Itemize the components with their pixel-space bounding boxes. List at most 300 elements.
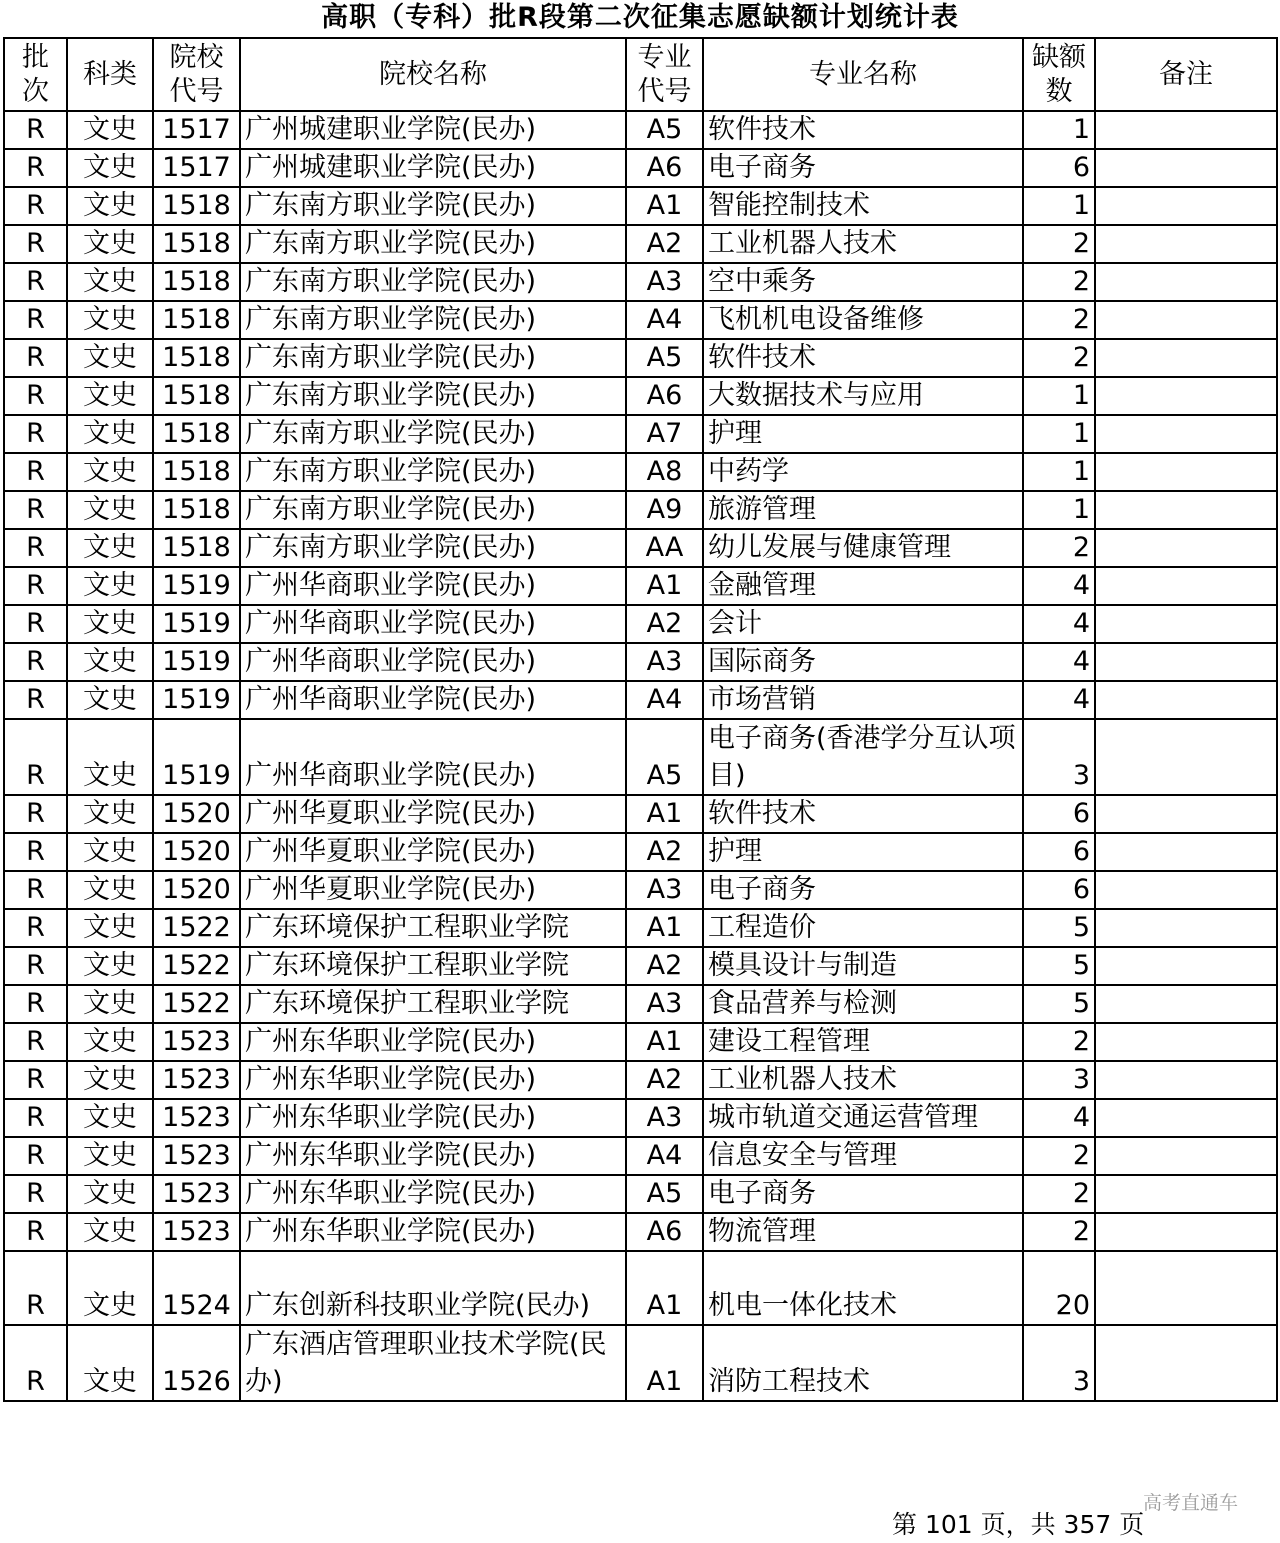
cell-school-code: 1520 [153,871,240,909]
cell-remarks [1095,225,1277,263]
cell-school-name: 广东南方职业学院(民办) [240,377,626,415]
cell-vacancy: 4 [1023,1099,1095,1137]
cell-batch: R [4,1325,67,1401]
header-school-name-text: 院校名称 [379,58,487,90]
cell-major-name: 金融管理 [703,567,1023,605]
cell-school-code: 1518 [153,339,240,377]
cell-major-name: 旅游管理 [703,491,1023,529]
cell-major-name: 中药学 [703,453,1023,491]
cell-major-code: A3 [626,985,703,1023]
table-row [4,1251,1277,1325]
cell-vacancy: 5 [1023,909,1095,947]
cell-batch: R [4,833,67,871]
cell-school-code: 1523 [153,1099,240,1137]
cell-vacancy: 4 [1023,681,1095,719]
table-row [4,339,1277,377]
cell-school-name: 广东南方职业学院(民办) [240,301,626,339]
cell-batch: R [4,1099,67,1137]
table-row [4,833,1277,871]
header-category [67,38,153,111]
cell-remarks [1095,149,1277,187]
header-school-name [240,38,626,111]
cell-category: 文史 [67,985,153,1023]
cell-category: 文史 [67,681,153,719]
cell-vacancy: 6 [1023,149,1095,187]
cell-school-name: 广东创新科技职业学院(民办) [240,1251,626,1325]
cell-major-name: 会计 [703,605,1023,643]
cell-school-name: 广州华夏职业学院(民办) [240,795,626,833]
cell-school-name: 广州华夏职业学院(民办) [240,871,626,909]
cell-school-code: 1519 [153,719,240,795]
cell-remarks [1095,833,1277,871]
cell-major-code: A7 [626,415,703,453]
cell-major-name: 电子商务(香港学分互认项目) [703,719,1023,795]
header-batch [4,38,67,111]
cell-category: 文史 [67,567,153,605]
cell-major-code: A1 [626,567,703,605]
cell-vacancy: 4 [1023,643,1095,681]
table-row [4,491,1277,529]
cell-category: 文史 [67,225,153,263]
table-header-row [4,38,1277,111]
cell-batch: R [4,1137,67,1175]
cell-remarks [1095,111,1277,149]
cell-remarks [1095,187,1277,225]
cell-school-code: 1524 [153,1251,240,1325]
cell-major-name: 建设工程管理 [703,1023,1023,1061]
cell-vacancy: 1 [1023,377,1095,415]
cell-school-name: 广东环境保护工程职业学院 [240,985,626,1023]
page-footer: 第 101 页，共 357 页 [892,1510,1145,1539]
cell-school-name: 广东南方职业学院(民办) [240,529,626,567]
cell-school-name: 广州华夏职业学院(民办) [240,833,626,871]
header-remarks [1095,38,1277,111]
cell-major-code: A8 [626,453,703,491]
cell-batch: R [4,909,67,947]
table-row [4,1175,1277,1213]
cell-major-name: 物流管理 [703,1213,1023,1251]
cell-category: 文史 [67,1325,153,1401]
cell-major-code: A2 [626,947,703,985]
cell-major-code: A6 [626,1213,703,1251]
watermark-text: 高考直通车 [1143,1492,1239,1514]
cell-category: 文史 [67,187,153,225]
cell-major-code: A5 [626,339,703,377]
cell-batch: R [4,491,67,529]
cell-school-name: 广州华商职业学院(民办) [240,605,626,643]
cell-school-code: 1519 [153,605,240,643]
table-title: 高职（专科）批R段第二次征集志愿缺额计划统计表 [321,2,959,33]
cell-category: 文史 [67,909,153,947]
cell-major-name: 护理 [703,833,1023,871]
cell-remarks [1095,263,1277,301]
cell-major-code: A3 [626,1099,703,1137]
cell-major-code: A4 [626,1137,703,1175]
table-row [4,301,1277,339]
cell-category: 文史 [67,1099,153,1137]
cell-category: 文史 [67,833,153,871]
cell-school-code: 1520 [153,795,240,833]
cell-school-name: 广州东华职业学院(民办) [240,1023,626,1061]
cell-vacancy: 6 [1023,833,1095,871]
cell-major-name: 信息安全与管理 [703,1137,1023,1175]
cell-batch: R [4,681,67,719]
table-row [4,1061,1277,1099]
cell-batch: R [4,263,67,301]
cell-school-code: 1517 [153,111,240,149]
cell-school-name: 广州东华职业学院(民办) [240,1061,626,1099]
cell-school-code: 1518 [153,301,240,339]
cell-remarks [1095,301,1277,339]
cell-batch: R [4,149,67,187]
cell-major-code: A5 [626,111,703,149]
cell-category: 文史 [67,719,153,795]
cell-major-code: A3 [626,871,703,909]
table-row [4,149,1277,187]
cell-category: 文史 [67,491,153,529]
cell-school-code: 1518 [153,377,240,415]
table-row [4,111,1277,149]
cell-vacancy: 2 [1023,263,1095,301]
cell-vacancy: 5 [1023,985,1095,1023]
cell-school-code: 1518 [153,491,240,529]
cell-vacancy: 6 [1023,795,1095,833]
cell-school-code: 1517 [153,149,240,187]
cell-vacancy: 6 [1023,871,1095,909]
cell-school-code: 1518 [153,263,240,301]
cell-major-code: A4 [626,681,703,719]
cell-remarks [1095,909,1277,947]
cell-remarks [1095,871,1277,909]
cell-major-code: A1 [626,1023,703,1061]
cell-batch: R [4,225,67,263]
cell-major-code: A4 [626,301,703,339]
cell-school-code: 1522 [153,947,240,985]
cell-batch: R [4,187,67,225]
cell-vacancy: 3 [1023,719,1095,795]
cell-remarks [1095,605,1277,643]
header-vacancy-text: 缺额数 [1032,41,1086,107]
cell-major-code: A2 [626,1061,703,1099]
cell-major-code: A2 [626,605,703,643]
cell-category: 文史 [67,947,153,985]
cell-batch: R [4,377,67,415]
cell-vacancy: 3 [1023,1061,1095,1099]
table-row [4,985,1277,1023]
cell-school-name: 广州东华职业学院(民办) [240,1213,626,1251]
cell-category: 文史 [67,1023,153,1061]
cell-school-name: 广州华商职业学院(民办) [240,681,626,719]
cell-remarks [1095,1023,1277,1061]
cell-category: 文史 [67,377,153,415]
cell-school-code: 1520 [153,833,240,871]
cell-school-code: 1523 [153,1137,240,1175]
cell-vacancy: 2 [1023,301,1095,339]
cell-batch: R [4,871,67,909]
cell-category: 文史 [67,1213,153,1251]
cell-major-name: 电子商务 [703,1175,1023,1213]
cell-remarks [1095,719,1277,795]
cell-batch: R [4,111,67,149]
cell-school-name: 广州城建职业学院(民办) [240,149,626,187]
cell-vacancy: 1 [1023,415,1095,453]
cell-vacancy: 5 [1023,947,1095,985]
cell-major-name: 工业机器人技术 [703,1061,1023,1099]
cell-school-name: 广东环境保护工程职业学院 [240,909,626,947]
cell-remarks [1095,567,1277,605]
cell-category: 文史 [67,339,153,377]
cell-category: 文史 [67,529,153,567]
cell-category: 文史 [67,605,153,643]
cell-school-code: 1519 [153,681,240,719]
cell-major-code: A6 [626,377,703,415]
cell-school-code: 1523 [153,1175,240,1213]
cell-remarks [1095,339,1277,377]
cell-major-name: 工业机器人技术 [703,225,1023,263]
cell-major-name: 电子商务 [703,149,1023,187]
cell-major-code: A1 [626,909,703,947]
table-row [4,567,1277,605]
cell-batch: R [4,1061,67,1099]
header-major-code-text: 专业代号 [637,41,692,107]
table-row [4,377,1277,415]
cell-major-code: A9 [626,491,703,529]
cell-remarks [1095,453,1277,491]
table-row [4,529,1277,567]
cell-vacancy: 2 [1023,339,1095,377]
cell-major-code: A1 [626,187,703,225]
cell-major-code: A6 [626,149,703,187]
table-row [4,719,1277,795]
cell-school-name: 广东南方职业学院(民办) [240,491,626,529]
cell-major-name: 工程造价 [703,909,1023,947]
table-row [4,795,1277,833]
header-major-name [703,38,1023,111]
cell-remarks [1095,795,1277,833]
cell-major-name: 市场营销 [703,681,1023,719]
cell-category: 文史 [67,415,153,453]
cell-school-name: 广州东华职业学院(民办) [240,1175,626,1213]
cell-vacancy: 2 [1023,529,1095,567]
table-row [4,415,1277,453]
cell-school-code: 1519 [153,567,240,605]
cell-batch: R [4,643,67,681]
cell-vacancy: 2 [1023,1175,1095,1213]
cell-major-code: AA [626,529,703,567]
cell-vacancy: 4 [1023,605,1095,643]
quota-table [3,37,1278,1402]
cell-category: 文史 [67,1175,153,1213]
cell-batch: R [4,415,67,453]
table-row [4,681,1277,719]
header-school-code [153,38,240,111]
cell-vacancy: 1 [1023,491,1095,529]
cell-category: 文史 [67,1061,153,1099]
header-school-code-text: 院校代号 [169,41,224,107]
cell-school-name: 广东南方职业学院(民办) [240,225,626,263]
cell-category: 文史 [67,871,153,909]
cell-school-code: 1518 [153,453,240,491]
cell-school-name: 广州华商职业学院(民办) [240,719,626,795]
cell-major-name: 食品营养与检测 [703,985,1023,1023]
cell-major-name: 机电一体化技术 [703,1251,1023,1325]
cell-batch: R [4,529,67,567]
cell-major-name: 飞机机电设备维修 [703,301,1023,339]
cell-category: 文史 [67,1137,153,1175]
cell-category: 文史 [67,643,153,681]
cell-category: 文史 [67,1251,153,1325]
cell-remarks [1095,1175,1277,1213]
header-batch-text: 批次 [22,41,49,107]
cell-batch: R [4,985,67,1023]
cell-vacancy: 2 [1023,1137,1095,1175]
cell-school-name: 广东南方职业学院(民办) [240,415,626,453]
cell-school-code: 1518 [153,225,240,263]
cell-remarks [1095,947,1277,985]
header-remarks-text: 备注 [1159,58,1213,90]
cell-school-code: 1526 [153,1325,240,1401]
cell-school-code: 1523 [153,1213,240,1251]
header-major-code [626,38,703,111]
cell-major-name: 大数据技术与应用 [703,377,1023,415]
cell-batch: R [4,1251,67,1325]
cell-school-code: 1522 [153,985,240,1023]
cell-major-name: 模具设计与制造 [703,947,1023,985]
cell-vacancy: 2 [1023,225,1095,263]
table-row [4,453,1277,491]
cell-major-code: A5 [626,1175,703,1213]
cell-major-code: A2 [626,833,703,871]
cell-batch: R [4,1175,67,1213]
cell-major-code: A3 [626,263,703,301]
table-row [4,225,1277,263]
cell-major-code: A1 [626,1325,703,1401]
cell-remarks [1095,1099,1277,1137]
cell-school-code: 1518 [153,415,240,453]
cell-school-code: 1523 [153,1061,240,1099]
cell-remarks [1095,491,1277,529]
cell-school-code: 1522 [153,909,240,947]
cell-vacancy: 3 [1023,1325,1095,1401]
cell-category: 文史 [67,453,153,491]
table-row [4,1023,1277,1061]
cell-major-name: 空中乘务 [703,263,1023,301]
cell-school-name: 广州华商职业学院(民办) [240,567,626,605]
table-row [4,263,1277,301]
cell-remarks [1095,1325,1277,1401]
cell-vacancy: 2 [1023,1023,1095,1061]
cell-major-code: A1 [626,1251,703,1325]
cell-major-name: 软件技术 [703,795,1023,833]
cell-school-name: 广东南方职业学院(民办) [240,339,626,377]
cell-major-name: 智能控制技术 [703,187,1023,225]
cell-school-name: 广东南方职业学院(民办) [240,263,626,301]
cell-remarks [1095,985,1277,1023]
cell-category: 文史 [67,263,153,301]
cell-vacancy: 2 [1023,1213,1095,1251]
cell-major-code: A1 [626,795,703,833]
table-row [4,1325,1277,1401]
cell-remarks [1095,529,1277,567]
cell-category: 文史 [67,301,153,339]
cell-vacancy: 4 [1023,567,1095,605]
cell-school-name: 广州华商职业学院(民办) [240,643,626,681]
table-row [4,1213,1277,1251]
table-row [4,1099,1277,1137]
cell-major-code: A3 [626,643,703,681]
header-major-name-text: 专业名称 [809,58,917,90]
cell-category: 文史 [67,795,153,833]
table-row [4,947,1277,985]
cell-remarks [1095,1137,1277,1175]
header-vacancy [1023,38,1095,111]
cell-major-name: 国际商务 [703,643,1023,681]
cell-school-name: 广州城建职业学院(民办) [240,111,626,149]
cell-major-name: 软件技术 [703,339,1023,377]
cell-remarks [1095,415,1277,453]
cell-major-name: 城市轨道交通运营管理 [703,1099,1023,1137]
cell-school-name: 广东南方职业学院(民办) [240,187,626,225]
table-row [4,605,1277,643]
cell-batch: R [4,1023,67,1061]
cell-school-code: 1518 [153,529,240,567]
cell-vacancy: 20 [1023,1251,1095,1325]
cell-vacancy: 1 [1023,187,1095,225]
cell-major-name: 幼儿发展与健康管理 [703,529,1023,567]
cell-batch: R [4,795,67,833]
cell-school-name: 广州东华职业学院(民办) [240,1099,626,1137]
cell-batch: R [4,567,67,605]
cell-remarks [1095,1061,1277,1099]
table-row [4,871,1277,909]
table-row [4,909,1277,947]
cell-batch: R [4,301,67,339]
cell-remarks [1095,1213,1277,1251]
cell-remarks [1095,1251,1277,1325]
cell-remarks [1095,643,1277,681]
cell-batch: R [4,339,67,377]
cell-major-name: 消防工程技术 [703,1325,1023,1401]
table-row [4,643,1277,681]
table-row [4,187,1277,225]
cell-school-code: 1518 [153,187,240,225]
cell-school-name: 广州东华职业学院(民办) [240,1137,626,1175]
cell-batch: R [4,605,67,643]
cell-category: 文史 [67,149,153,187]
cell-school-name: 广东酒店管理职业技术学院(民办) [240,1325,626,1401]
cell-batch: R [4,453,67,491]
table-row [4,1137,1277,1175]
cell-remarks [1095,377,1277,415]
cell-vacancy: 1 [1023,453,1095,491]
cell-major-code: A5 [626,719,703,795]
cell-category: 文史 [67,111,153,149]
cell-major-name: 软件技术 [703,111,1023,149]
cell-batch: R [4,719,67,795]
cell-school-name: 广东环境保护工程职业学院 [240,947,626,985]
header-category-text: 科类 [83,58,137,90]
cell-school-code: 1519 [153,643,240,681]
cell-remarks [1095,681,1277,719]
cell-major-code: A2 [626,225,703,263]
cell-major-name: 电子商务 [703,871,1023,909]
cell-vacancy: 1 [1023,111,1095,149]
cell-major-name: 护理 [703,415,1023,453]
cell-batch: R [4,1213,67,1251]
cell-school-name: 广东南方职业学院(民办) [240,453,626,491]
cell-batch: R [4,947,67,985]
cell-school-code: 1523 [153,1023,240,1061]
